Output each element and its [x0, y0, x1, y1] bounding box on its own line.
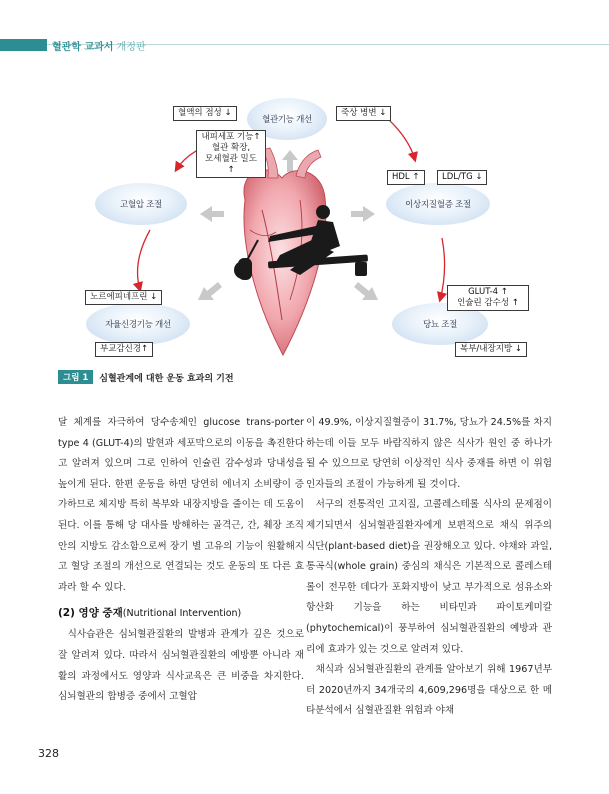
box-norepinephrine: 노르에피네프린 ↓: [85, 290, 162, 305]
glut4-line-2: 인슐린 감수성 ↑: [457, 298, 519, 308]
left-paragraph-1: 달 체계를 자극하여 당수송체인 glucose trans-porter type 4 (GLUT-4)의 발현과 세포막으로의 이동을 촉진한다고 알려져 있으며 그로 인하여 인슐린 감수성과 당내성을 높이게 된다. 한편 운동을 하면 당연히 에너지 소비량이 증가하므로 체지방 특히 복부와 내장지방을 줄이는 데 도움이 된다. 이를 통해 당 대사를 방해하는 골격근, 간, 췌장 조직 안의 지방도 감소함으로써 장기 별 고유의 기능이 원활해지고 혈당 조절의 개선으로 연결되는 것도 운동의 또 다른 효과라 할 수 있다.: [58, 417, 304, 593]
box-ldl-tg: LDL/TG ↓: [437, 170, 487, 185]
box-visceral-fat: 복부/내장지방 ↓: [455, 342, 527, 357]
node-vascular-function: 혈관기능 개선: [247, 98, 327, 140]
figure-number-tag: 그림 1: [58, 370, 93, 384]
node-autonomic: 자율신경기능 개선: [86, 303, 190, 345]
endothelial-line-3: 모세혈관 밀도 ↑: [205, 154, 257, 175]
right-paragraph-3: 채식과 심뇌혈관질환의 관계를 알아보기 위해 1967년부터 2020년까지 34개국의 4,609,296명을 대상으로 한 메타분석에서 심혈관질환 위험과 야채: [306, 664, 552, 717]
right-paragraph-1: 이 49.9%, 이상지질혈증이 31.7%, 당뇨가 24.5%를 차지하는데 이들 모두 바람직하지 않은 식사가 원인 중 하나가 될 수 있으므로 당연히 이상적인 식사 중재를 하면 이 위험인자들의 조절이 가능하게 될 것이다.: [306, 417, 552, 490]
box-hdl: HDL ↑: [387, 170, 425, 185]
left-text-column: [58, 413, 304, 708]
node-blood-pressure: 고혈압 조절: [95, 183, 187, 225]
endothelial-line-2: 혈관 확장,: [211, 143, 251, 153]
box-endothelial-function: [196, 130, 266, 178]
arrow-lipid-to-diabetes: [440, 238, 445, 300]
arrow-bp-to-autonomic: [138, 230, 150, 290]
book-title: 혈관학 교과서: [52, 42, 114, 53]
edition-label: 개정판: [116, 42, 146, 53]
figure-caption-text: 심혈관계에 대한 운동 효과의 기전: [99, 373, 234, 384]
right-text-column: [306, 413, 552, 722]
left-paragraph-2: 식사습관은 심뇌혈관질환의 발병과 관계가 깊은 것으로 잘 알려져 있다. 따라서 심뇌혈관질환의 예방뿐 아니라 재활의 과정에서도 영양과 식사교육은 큰 비중을 차지한다. 심뇌혈관의 합병증 중에서 고혈압: [58, 629, 304, 703]
node-lipid: 이상지질혈증 조절: [386, 183, 490, 225]
right-paragraph-2: 서구의 전통적인 고지질, 고콜레스테롤 식사의 문제점이 제기되면서 심뇌혈관질환자에게 보편적으로 채식 위주의 식단(plant-based diet)을 권장해오고 있다. 야채와 과일, 통곡식(whole grain) 중심의 채식은 기본적으로 콜레스테롤이 전무한 데다가 포화지방이 낮고 부가적으로 섬유소와 항산화 기능을 하는 비타민과 파이토케미칼(phytochemical)이 풍부하여 심뇌혈관질환의 예방과 관리에 효과가 있는 것으로 알려져 있다.: [306, 499, 552, 655]
section-title-en: (Nutritional Intervention): [122, 608, 242, 620]
node-diabetes: 당뇨 조절: [392, 303, 488, 345]
box-blood-viscosity: 혈액의 점성 ↓: [173, 106, 237, 121]
box-glut4-insulin: [447, 285, 529, 311]
figure-caption: [58, 370, 234, 384]
glut4-line-1: GLUT-4 ↑: [468, 287, 508, 297]
box-parasympathetic: 부교감신경↑: [95, 342, 153, 357]
page-number: 328: [38, 747, 59, 760]
endothelial-line-1: 내피세포 기능↑: [201, 132, 261, 142]
box-atherosclerotic-lesion: 죽상 병변 ↓: [336, 106, 391, 121]
section-heading: [58, 602, 304, 625]
section-title: (2) 영양 중재: [58, 607, 123, 620]
